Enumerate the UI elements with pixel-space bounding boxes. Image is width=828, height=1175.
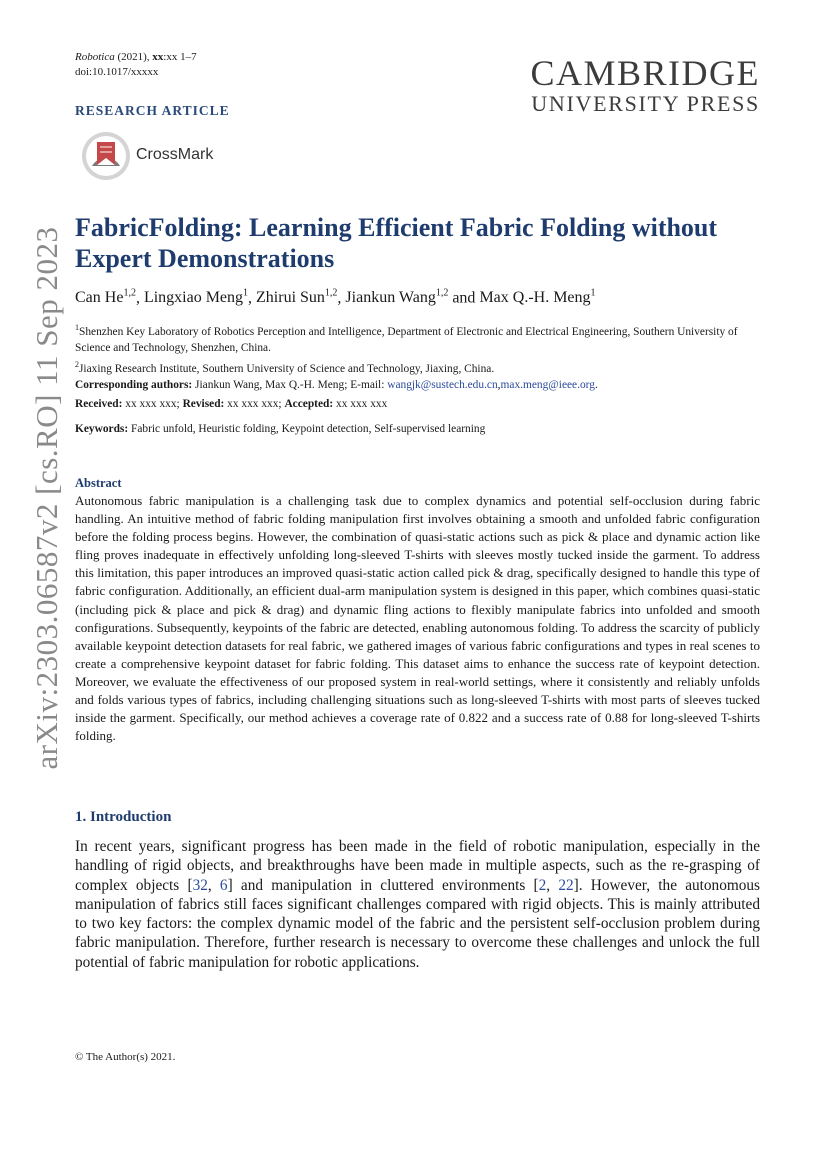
email-link-2[interactable]: max.meng@ieee.org: [500, 379, 595, 392]
author-aff: 1,2: [435, 288, 449, 299]
revised-date: xx xxx xxx;: [224, 398, 285, 410]
email-end: .: [594, 379, 598, 392]
author: [479, 289, 595, 306]
received-date: xx xxx xxx;: [122, 398, 183, 410]
corresponding-label: Corresponding authors:: [75, 379, 193, 392]
introduction-paragraph: [75, 837, 760, 972]
citation-link[interactable]: 32: [192, 876, 208, 894]
author-aff: 1: [590, 288, 596, 299]
author-aff: 1: [243, 288, 249, 299]
author-aff: 1,2: [324, 288, 338, 299]
author: [75, 289, 136, 306]
publisher-line1: CAMBRIDGE: [530, 53, 760, 93]
accepted-label: Accepted:: [284, 398, 334, 410]
affiliation-num: 2: [75, 359, 79, 369]
keywords-line: [75, 423, 485, 435]
abstract-text: Autonomous fabric manipulation is a challenging task due to complex dynamics and potential self-occlusion during fabric handling. An intuitive method of fabric folding manipulation first involves obtaining a smooth and unfolded fabric configuration before the folding process begins. However, the combination of quasi-static actions such as pick & place and dynamic action like fling proves inadequate in effectively unfolding long-sleeved T-shirts with sleeves mostly tucked inside the garment. To address this limitation, this paper introduces an improved quasi-static action called pick & drag, specifically designed to handle this type of fabric configuration. Additionally, an efficient dual-arm manipulation system is designed in this paper, which combines quasi-static (including pick & place and pick & drag) and dynamic fling actions to flexibly manipulate fabrics into unfolded and smooth configurations. Subsequently, keypoints of the fabric are detected, enabling autonomous folding. To address the scarcity of publicly available keypoint detection datasets for real fabric, we gathered images of various fabric configurations and types in real scenes to create a comprehensive keypoint dataset for fabric folding. This dataset aims to enhance the success rate of keypoint detection. Moreover, we evaluate the effectiveness of our proposed system in real-world settings, where it consistently and reliably unfolds and folds various types of fabrics, including challenging situations such as long-sleeved T-shirts with most parts of sleeves tucked inside the garment. Specifically, our method achieves a coverage rate of 0.822 and a success rate of 0.88 for long-sleeved T-shirts folding.: [75, 493, 760, 744]
journal-citation: [75, 50, 197, 65]
email-link-1[interactable]: wangjk@sustech.edu.cn: [387, 379, 498, 392]
publisher-logo: [530, 55, 760, 116]
dates-line: [75, 398, 387, 410]
arxiv-id: arXiv:2303.06587v2 [cs.RO] 11 Sep 2023: [29, 226, 64, 770]
author-aff: 1,2: [123, 288, 136, 299]
journal-pages: :xx 1–7: [163, 51, 197, 63]
author-name: Lingxiao Meng: [143, 289, 244, 307]
affiliation-text: Shenzhen Key Laboratory of Robotics Perception and Intelligence, Department of Electronic and Electrical Engineering, Southern University of Science and Technology, Shenzhen, China.: [75, 325, 738, 355]
section-heading-introduction: 1. Introduction: [75, 809, 172, 825]
journal-doi: doi:10.1017/xxxxx: [75, 66, 159, 78]
paper-title: FabricFolding: Learning Efficient Fabric Folding without Expert Demonstrations: [75, 213, 718, 273]
keywords-label: Keywords:: [75, 423, 129, 435]
copyright-notice: © The Author(s) 2021.: [75, 1051, 176, 1063]
intro-text: ] and manipulation in cluttered environments [: [227, 876, 539, 894]
author: [144, 289, 248, 306]
citation-link[interactable]: 2: [538, 876, 547, 894]
received-label: Received:: [75, 398, 123, 410]
journal-volume: xx: [152, 51, 164, 63]
affiliation-1: [75, 320, 765, 357]
affiliations: [75, 320, 765, 394]
crossmark-label: CrossMark: [136, 146, 214, 163]
crossmark-badge[interactable]: [80, 130, 240, 182]
author-list: Can He$^{1,2}$, Lingxiao Meng$^1$, Zhirui Sun$^{1,2}$, Jiankun Wang$^{1,2}$ and Max Q.-H. Meng$^1$: [75, 288, 596, 307]
crossmark-icon: [80, 130, 132, 182]
author-name: Max Q.-H. Meng: [479, 289, 591, 307]
affiliation-num: 1: [75, 323, 79, 332]
affiliation-text: Jiaxing Research Institute, Southern University of Science and Technology, Jiaxing, China.: [79, 362, 495, 375]
author-name: Zhirui Sun: [256, 289, 325, 307]
journal-name: Robotica: [75, 51, 115, 63]
author: [256, 289, 337, 306]
citation-link[interactable]: 22: [558, 876, 574, 894]
corresponding-authors: [75, 377, 765, 394]
intro-text: ,: [546, 876, 559, 894]
author-name: Jiankun Wang: [345, 289, 436, 307]
arxiv-sidebar: [22, 198, 72, 798]
intro-text: In recent years, significant progress has been made in the field of robotic manipulation, especially in the handling of rigid objects, and breakthroughs have been made in multiple aspects, such as the re-grasping of complex objects [: [75, 838, 760, 894]
citation-link[interactable]: 6: [219, 876, 228, 894]
journal-info: [75, 50, 197, 80]
intro-text: ]. However, the autonomous manipulation of fabrics still faces significant challenges compared with rigid objects. This is mainly attributed to two key factors: the complex dynamic model of the fabric and the persistent self-occlusion problem during fabric manipulation. Therefore, further research is necessary to overcome these challenges and unlock the full potential of fabric manipulation for robotic applications.: [75, 876, 760, 971]
article-type: RESEARCH ARTICLE: [75, 103, 230, 118]
abstract-heading: Abstract: [75, 476, 122, 490]
accepted-date: xx xxx xxx: [333, 398, 388, 410]
publisher-line2: UNIVERSITY PRESS: [531, 91, 760, 116]
revised-label: Revised:: [182, 398, 225, 410]
email-separator: ,: [497, 379, 501, 392]
keywords-text: Fabric unfold, Heuristic folding, Keypoint detection, Self-supervised learning: [128, 423, 486, 435]
intro-text: ,: [207, 876, 220, 894]
author-name: Can He: [75, 289, 124, 307]
author: [345, 289, 448, 306]
corresponding-names: Jiankun Wang, Max Q.-H. Meng; E-mail:: [192, 379, 388, 392]
affiliation-2: [75, 357, 765, 377]
journal-year: (2021),: [117, 51, 153, 63]
